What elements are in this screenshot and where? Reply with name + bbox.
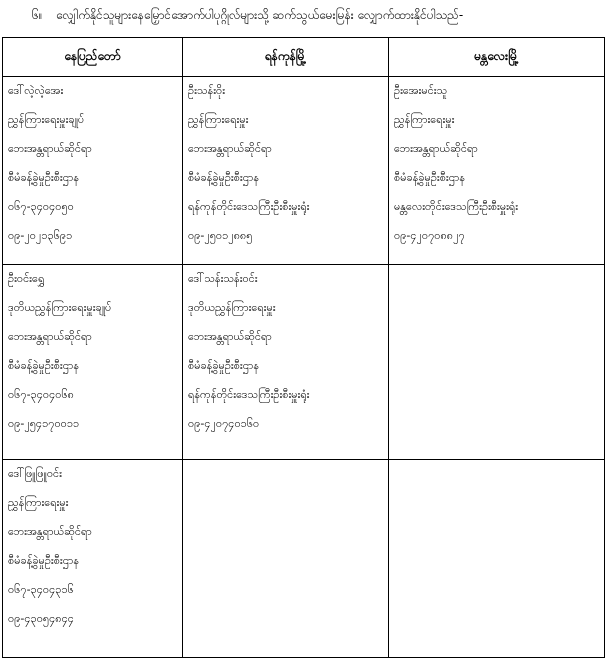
contact-department: ဘေးအန္တရာယ်ဆိုင်ရာ: [394, 142, 478, 155]
contact-phone: ၀၆၇-၃၄၀၄၀၅၀: [8, 200, 74, 213]
section-number: ၆။: [32, 8, 43, 22]
contact-division: စီမံခန့်ခွဲမှုဦးစီးဌာန: [8, 359, 80, 372]
table-header-row: [3, 38, 605, 77]
contact-position: ညွှန်ကြားရေးမှူးချုပ်: [8, 113, 85, 126]
contact-name: ဒေါ်လဲ့လဲ့အေး: [8, 84, 64, 97]
empty-cell: [389, 460, 605, 658]
table-row: [3, 265, 605, 460]
contact-phone: ၀၆၇-၃၄၀၄၀၆၈: [8, 388, 74, 401]
contact-department: ဘေးအန္တရာယ်ဆိုင်ရာ: [188, 142, 272, 155]
contact-name: ဒေါ်သန်းသန်းဝင်း: [188, 272, 258, 285]
table-cell: [389, 77, 605, 265]
empty-cell: [183, 460, 389, 658]
table-cell: [3, 460, 183, 658]
column-header-yangon: ရန်ကုန်မြို့: [183, 38, 389, 77]
table-cell: [3, 77, 183, 265]
contact-position: ညွှန်ကြားရေးမှူး: [188, 113, 249, 126]
contact-mobile: ၀၉-၄၂၀၇၄၀၁၆၀: [188, 417, 260, 430]
table-row: [3, 460, 605, 658]
contact-position: ဒုတိယညွှန်ကြားရေးမှူး: [188, 301, 276, 314]
contact-division: စီမံခန့်ခွဲမှုဦးစီးဌာန: [8, 554, 80, 567]
section-heading: [32, 6, 463, 24]
contact-division: စီမံခန့်ခွဲမှုဦးစီးဌာန: [188, 359, 260, 372]
contact-name: ဦးအေးမင်းသူ: [394, 84, 448, 97]
contact-mobile: ၀၉-၄၃၀၅၄၈၄၄: [8, 612, 74, 625]
column-header-naypyitaw: နေပြည်တော်: [3, 38, 183, 77]
contacts-table: [2, 37, 605, 658]
table-cell: [183, 77, 389, 265]
contact-mobile: ၀၉-၄၂၀၇၀၈၈၂၇: [394, 229, 465, 242]
contact-office: ရန်ကုန်တိုင်းဒေသကြီးဦးစီးမှူးရုံး: [188, 388, 310, 401]
contact-division: စီမံခန့်ခွဲမှုဦးစီးဌာန: [188, 171, 260, 184]
empty-cell: [389, 265, 605, 460]
contact-name: ဦးသန်းဝိုး: [188, 84, 225, 97]
contact-position: ညွှန်ကြားရေးမှူး: [394, 113, 455, 126]
contact-division: စီမံခန့်ခွဲမှုဦးစီးဌာန: [394, 171, 466, 184]
contact-mobile: ၀၉-၂၀၂၁၃၆၉၁: [8, 229, 73, 242]
section-heading-text: လျှေါက်နိုင်သူများနေမြှောင်အောက်ပါပုဂ္ဂိုလ်များသို့ ဆက်သွယ်မေးမြန်း လျှောက်ထားနိုင်ပါသည်-: [56, 8, 464, 22]
contact-position: ညွှန်ကြားရေးမှူး: [8, 496, 69, 509]
contact-name: ဒေါ်ဖြူဖြူဝင်း: [8, 467, 62, 480]
contact-mobile: ၀၉-၂၅၄၁၇၀၀၁၁: [8, 417, 80, 430]
contact-mobile: ၀၉-၂၅၀၁၂၈၈၅: [188, 229, 253, 242]
contact-department: ဘေးအန္တရာယ်ဆိုင်ရာ: [8, 142, 92, 155]
contact-name: ဦးဝင်းရွှေ: [8, 272, 45, 285]
contact-phone: ၀၆၇-၃၄၀၄၃၁၆: [8, 583, 74, 596]
contact-office: ရန်ကုန်တိုင်းဒေသကြီးဦးစီးမှူးရုံး: [188, 200, 310, 213]
contact-department: ဘေးအန္တရာယ်ဆိုင်ရာ: [8, 330, 92, 343]
contact-position: ဒုတိယညွှန်ကြားရေးမှူးချုပ်: [8, 301, 112, 314]
table-row: [3, 77, 605, 265]
contact-department: ဘေးအန္တရာယ်ဆိုင်ရာ: [8, 525, 92, 538]
contact-office: မန္တလေးတိုင်းဒေသကြီးဦးစီးမှူးရုံး: [394, 200, 519, 213]
table-cell: [183, 265, 389, 460]
contact-department: ဘေးအန္တရာယ်ဆိုင်ရာ: [188, 330, 272, 343]
table-cell: [3, 265, 183, 460]
column-header-mandalay: မန္တလေးမြို့: [389, 38, 605, 77]
contact-division: စီမံခန့်ခွဲမှုဦးစီးဌာန: [8, 171, 80, 184]
